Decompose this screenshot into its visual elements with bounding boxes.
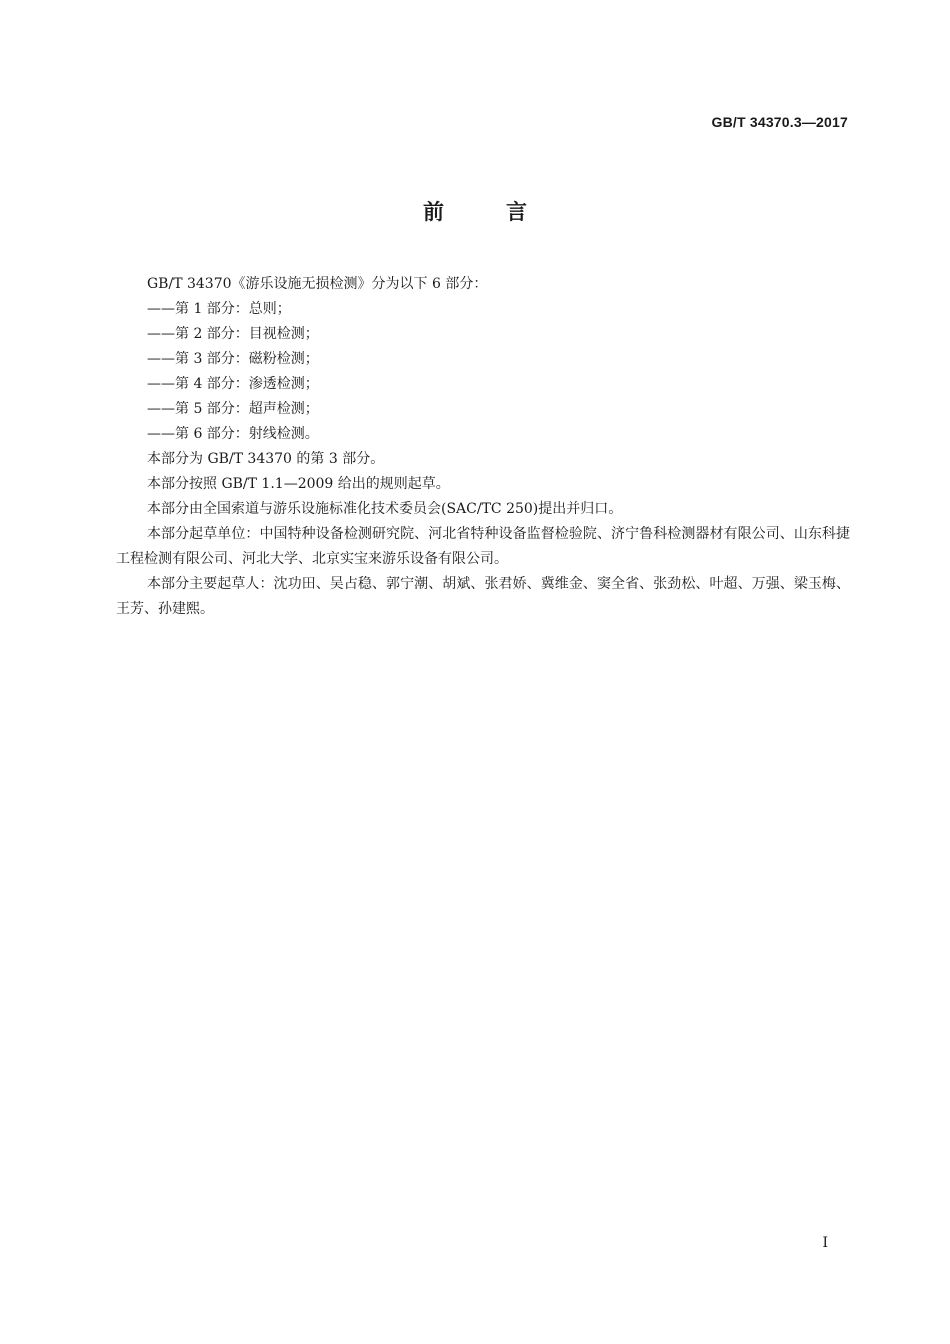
foreword-content — [116, 272, 850, 622]
list-item: ——第 2 部分：目视检测； — [147, 326, 319, 342]
proposer-statement: 本部分由全国索道与游乐设施标准化技术委员会(SAC/TC 250)提出并归口。 — [147, 501, 623, 517]
standard-code: GB/T 34370.3—2017 — [711, 114, 848, 130]
list-item: ——第 1 部分：总则； — [147, 301, 291, 317]
list-item: ——第 3 部分：磁粉检测； — [147, 351, 319, 367]
parts-list — [116, 297, 850, 447]
page-title: 前言 — [423, 200, 589, 224]
list-item: ——第 5 部分：超声检测； — [147, 401, 319, 417]
drafting-rules: 本部分按照 GB/T 1.1—2009 给出的规则起草。 — [147, 476, 450, 492]
drafting-units: 本部分起草单位：中国特种设备检测研究院、河北省特种设备监督检验院、济宁鲁科检测器材有限公司、山东科捷工程检测有限公司、河北大学、北京实宝来游乐设备有限公司。 — [116, 526, 850, 567]
page-number: I — [822, 1235, 828, 1251]
intro-paragraph: GB/T 34370《游乐设施无损检测》分为以下 6 部分： — [147, 276, 488, 292]
list-item: ——第 4 部分：渗透检测； — [147, 376, 319, 392]
list-item: ——第 6 部分：射线检测。 — [147, 426, 319, 442]
part-statement: 本部分为 GB/T 34370 的第 3 部分。 — [147, 451, 385, 467]
main-drafters: 本部分主要起草人：沈功田、吴占稳、郭宁潮、胡斌、张君娇、冀维金、窦全省、张劲松、叶超、万强、梁玉梅、王芳、孙建熙。 — [116, 576, 850, 617]
